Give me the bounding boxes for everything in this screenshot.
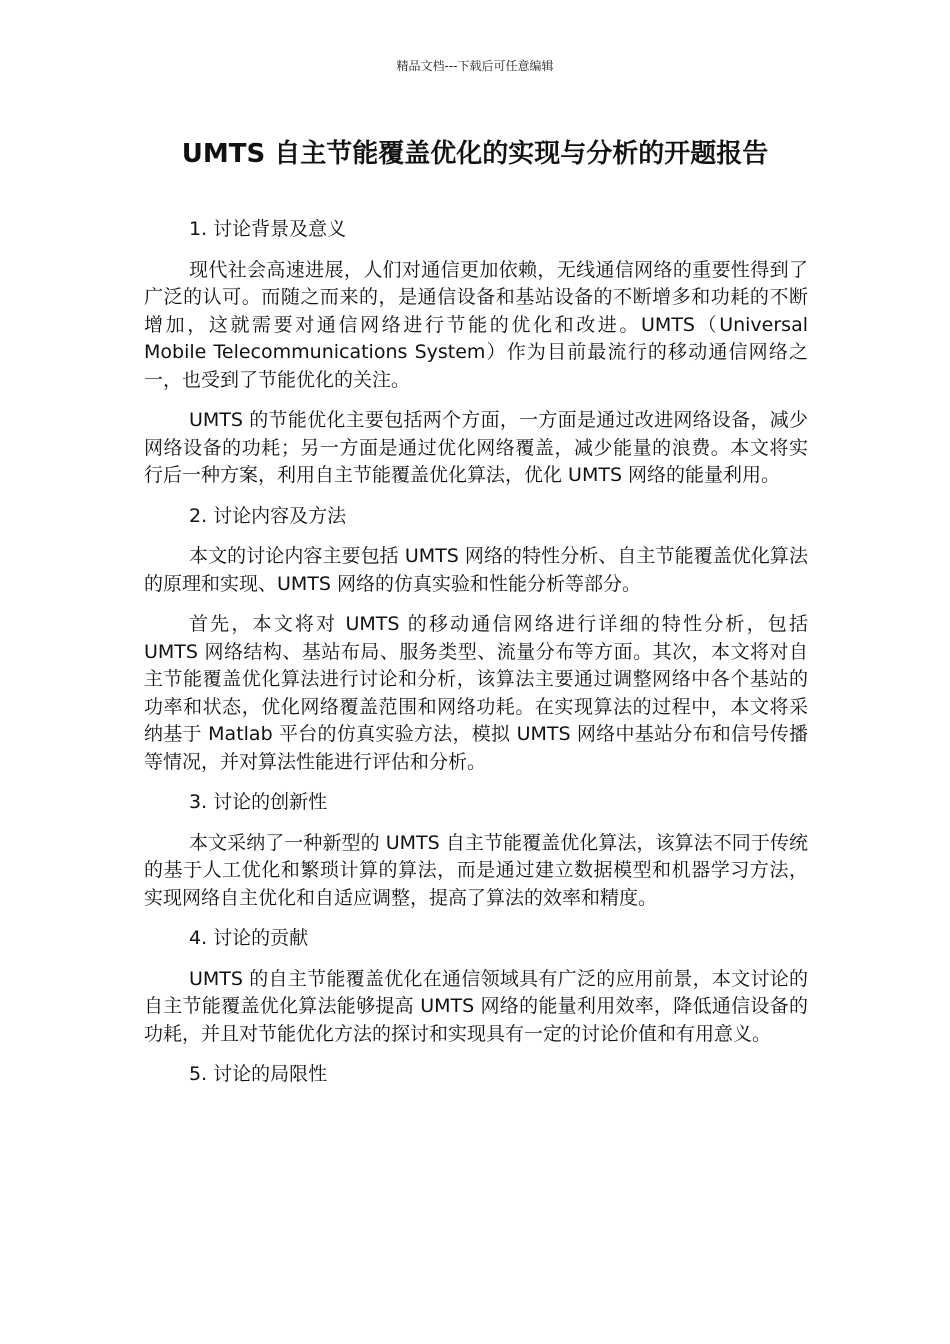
section-4-paragraph-1: UMTS 的自主节能覆盖优化在通信领域具有广泛的应用前景，本文讨论的自主节能覆盖优化算法能够提高 UMTS 网络的能量利用效率，降低通信设备的功耗，并且对节能优化方法的探讨和实现具有一定的讨论价值和有用意义。: [144, 967, 808, 1045]
section-1-paragraph-2: UMTS 的节能优化主要包括两个方面，一方面是通过改进网络设备，减少网络设备的功耗；另一方面是通过优化网络覆盖，减少能量的浪费。本文将实行后一种方案，利用自主节能覆盖优化算法，优化 UMTS 网络的能量利用。: [144, 409, 808, 486]
section-2-heading: 2. 讨论内容及方法: [189, 504, 347, 527]
section-3-heading: 3. 讨论的创新性: [189, 791, 328, 813]
section-2-paragraph-2: 首先，本文将对 UMTS 的移动通信网络进行详细的特性分析，包括 UMTS 网络结构、基站布局、服务类型、流量分布等方面。其次，本文将对自主节能覆盖优化算法进行讨论和分析，该算法主要通过调整网络中各个基站的功率和状态，优化网络覆盖范围和网络功耗。在实现算法的过程中，本文将采纳基于 Matlab 平台的仿真实验方法，模拟 UMTS 网络中基站分布和信号传播等情况，并对算法性能进行评估和分析。: [144, 613, 808, 773]
section-3-paragraph-1: 本文采纳了一种新型的 UMTS 自主节能覆盖优化算法，该算法不同于传统的基于人工优化和繁琐计算的算法，而是通过建立数据模型和机器学习方法，实现网络自主优化和自适应调整，提高了算法的效率和精度。: [144, 831, 808, 909]
document-title: UMTS 自主节能覆盖优化的实现与分析的开题报告: [181, 139, 769, 169]
section-2-paragraph-1: 本文的讨论内容主要包括 UMTS 网络的特性分析、自主节能覆盖优化算法的原理和实现、UMTS 网络的仿真实验和性能分析等部分。: [144, 545, 808, 595]
section-4-heading: 4. 讨论的贡献: [189, 927, 309, 949]
section-5-heading: 5. 讨论的局限性: [189, 1063, 328, 1085]
document-body: [144, 216, 808, 1102]
section-1-heading: 1. 讨论背景及意义: [189, 218, 347, 240]
header-note: 精品文档---下载后可任意编辑: [396, 59, 554, 73]
section-1-paragraph-1: 现代社会高速进展，人们对通信更加依赖，无线通信网络的重要性得到了广泛的认可。而随之而来的，是通信设备和基站设备的不断增多和功耗的不断增加，这就需要对通信网络进行节能的优化和改进。UMTS（Universal Mobile Telecommunications System）作为目前最流行的移动通信网络之一，也受到了节能优化的关注。: [144, 258, 808, 391]
